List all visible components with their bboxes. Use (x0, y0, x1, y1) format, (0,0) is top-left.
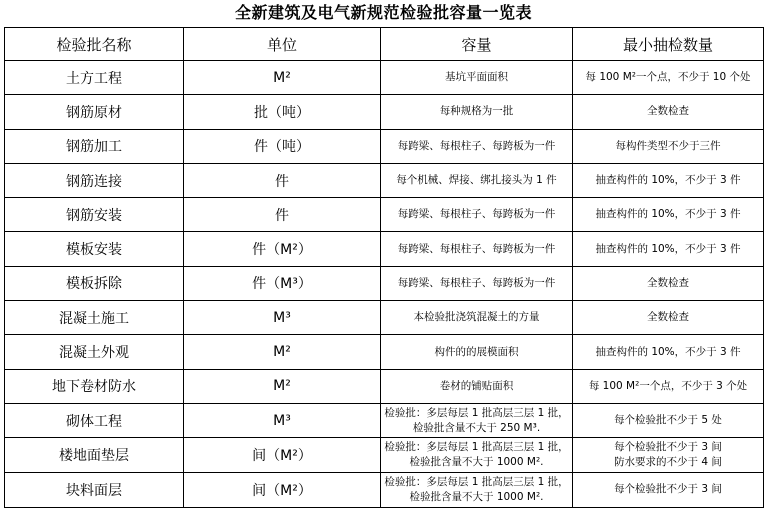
cell-name: 土方工程 (5, 61, 184, 95)
capacity-line: 本检验批浇筑混凝土的方量 (413, 311, 540, 324)
capacity-line: 检验批含量不大于 1000 M². (409, 490, 544, 503)
capacity-line: 检验批：多层每层 1 批高层三层 1 批， (384, 406, 569, 419)
cell-capacity (381, 232, 573, 266)
cell-min-sample (573, 232, 764, 266)
min-sample-line: 每构件类型不少于三件 (615, 139, 721, 152)
cell-min-sample (573, 266, 764, 300)
cell-capacity (381, 163, 573, 197)
header-min-sample: 最小抽检数量 (573, 28, 764, 61)
table-row (5, 403, 764, 437)
min-sample-line: 每 100 M²一个点，不少于 3 个处 (588, 379, 748, 392)
capacity-line: 每跨梁、每根柱子、每跨板为一件 (397, 276, 556, 289)
cell-min-sample (573, 129, 764, 163)
cell-min-sample (573, 438, 764, 472)
cell-unit: 批（吨） (184, 95, 381, 129)
capacity-line: 检验批：多层每层 1 批高层三层 1 批， (384, 440, 569, 453)
table-row (5, 335, 764, 369)
min-sample-line: 每个检验批不少于 5 处 (614, 414, 722, 427)
cell-unit: 件 (184, 198, 381, 232)
cell-name: 块料面层 (5, 472, 184, 507)
cell-min-sample (573, 301, 764, 335)
table-row (5, 369, 764, 403)
table-row (5, 163, 764, 197)
table-row (5, 266, 764, 300)
cell-capacity (381, 95, 573, 129)
cell-capacity (381, 403, 573, 437)
capacity-line: 卷材的铺贴面积 (439, 379, 514, 392)
table-row (5, 198, 764, 232)
cell-name: 模板拆除 (5, 266, 184, 300)
header-name: 检验批名称 (5, 28, 184, 61)
cell-capacity (381, 369, 573, 403)
cell-unit: M³ (184, 301, 381, 335)
capacity-line: 每个机械、焊接、绑扎接头为 1 件 (396, 174, 557, 187)
cell-unit: M² (184, 369, 381, 403)
cell-name: 楼地面垫层 (5, 438, 184, 472)
min-sample-line: 全数检查 (647, 276, 689, 289)
cell-capacity (381, 129, 573, 163)
cell-unit: M² (184, 61, 381, 95)
cell-min-sample (573, 369, 764, 403)
capacity-line: 基坑平面面积 (445, 71, 508, 84)
table-row (5, 232, 764, 266)
min-sample-line: 全数检查 (647, 105, 689, 118)
table-row (5, 301, 764, 335)
cell-min-sample (573, 403, 764, 437)
min-sample-line: 抽查构件的 10%，不少于 3 件 (595, 345, 741, 358)
min-sample-line: 每个检验批不少于 3 间 (614, 440, 722, 453)
cell-capacity (381, 198, 573, 232)
cell-name: 混凝土施工 (5, 301, 184, 335)
cell-name: 钢筋安装 (5, 198, 184, 232)
min-sample-line: 每 100 M²一个点，不少于 10 个处 (585, 71, 751, 84)
min-sample-line: 抽查构件的 10%，不少于 3 件 (595, 242, 741, 255)
page-title: 全新建筑及电气新规范检验批容量一览表 (234, 3, 532, 22)
cell-min-sample (573, 95, 764, 129)
capacity-line: 检验批含量不大于 250 M³. (412, 421, 541, 434)
cell-name: 地下卷材防水 (5, 369, 184, 403)
cell-capacity (381, 335, 573, 369)
cell-capacity (381, 266, 573, 300)
cell-capacity (381, 61, 573, 95)
cell-unit: 件（吨） (184, 129, 381, 163)
cell-unit: 件（M²） (184, 232, 381, 266)
table-row (5, 438, 764, 472)
cell-min-sample (573, 335, 764, 369)
capacity-line: 每跨梁、每根柱子、每跨板为一件 (397, 242, 556, 255)
capacity-line: 构件的的展模面积 (434, 345, 519, 358)
min-sample-line: 抽查构件的 10%，不少于 3 件 (595, 208, 741, 221)
table-header-row (5, 28, 764, 61)
cell-unit: M² (184, 335, 381, 369)
cell-min-sample (573, 163, 764, 197)
cell-unit: 件 (184, 163, 381, 197)
min-sample-line: 每个检验批不少于 3 间 (614, 483, 722, 496)
min-sample-line: 抽查构件的 10%，不少于 3 件 (595, 174, 741, 187)
min-sample-line: 防水要求的不少于 4 间 (614, 455, 722, 468)
capacity-line: 每跨梁、每根柱子、每跨板为一件 (397, 139, 556, 152)
capacity-line: 每跨梁、每根柱子、每跨板为一件 (397, 208, 556, 221)
cell-capacity (381, 438, 573, 472)
cell-min-sample (573, 472, 764, 507)
table-body (5, 61, 764, 508)
capacity-line: 检验批：多层每层 1 批高层三层 1 批， (384, 475, 569, 488)
capacity-line: 检验批含量不大于 1000 M². (409, 455, 544, 468)
inspection-batch-table (4, 27, 764, 508)
cell-name: 模板安装 (5, 232, 184, 266)
cell-name: 钢筋原材 (5, 95, 184, 129)
cell-capacity (381, 472, 573, 507)
min-sample-line: 全数检查 (647, 311, 689, 324)
table-row (5, 129, 764, 163)
cell-min-sample (573, 61, 764, 95)
cell-name: 混凝土外观 (5, 335, 184, 369)
capacity-line: 每种规格为一批 (439, 105, 514, 118)
cell-min-sample (573, 198, 764, 232)
cell-unit: M³ (184, 403, 381, 437)
cell-capacity (381, 301, 573, 335)
cell-name: 钢筋加工 (5, 129, 184, 163)
cell-unit: 间（M²） (184, 472, 381, 507)
cell-name: 钢筋连接 (5, 163, 184, 197)
cell-unit: 间（M²） (184, 438, 381, 472)
table-row (5, 472, 764, 507)
cell-unit: 件（M³） (184, 266, 381, 300)
header-capacity: 容量 (381, 28, 573, 61)
cell-name: 砌体工程 (5, 403, 184, 437)
table-row (5, 61, 764, 95)
table-row (5, 95, 764, 129)
header-unit: 单位 (184, 28, 381, 61)
